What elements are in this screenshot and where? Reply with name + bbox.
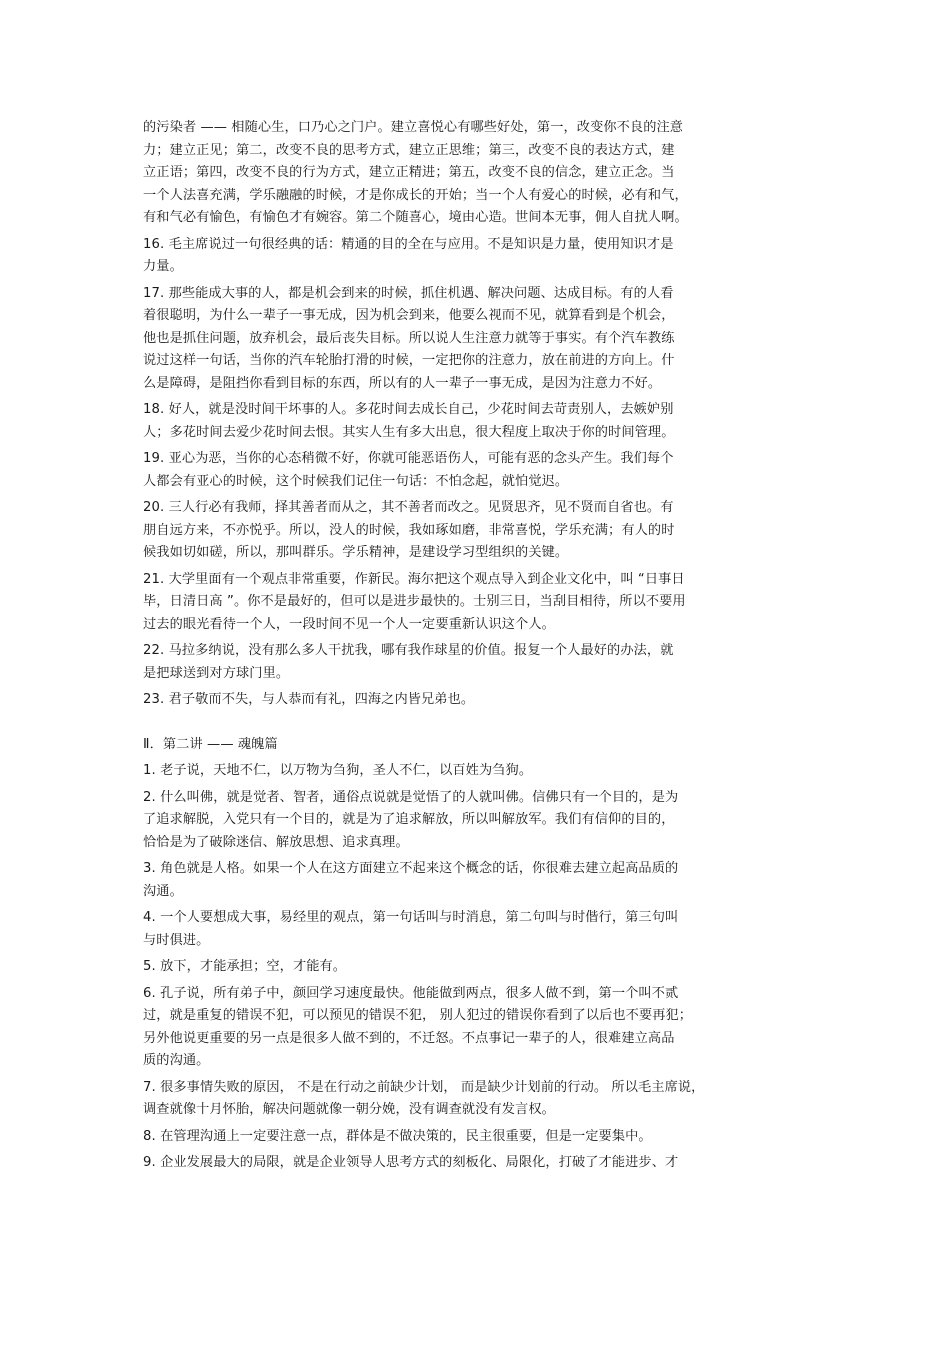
paragraph-line: 了追求解脱，入党只有一个目的，就是为了追求解放，所以叫解放军。我们有信仰的目的，	[143, 812, 675, 827]
paragraph-line: 是把球送到对方球门里。	[143, 665, 290, 681]
paragraph-line: 一个人法喜充满，学乐融融的时候，才是你成长的开始；当一个人有爱心的时候，必有和气，	[143, 187, 688, 203]
paragraph-line: 21. 大学里面有一个观点非常重要，作新民。海尔把这个观点导入到企业文化中，叫 “日事日	[143, 571, 685, 587]
numbered-paragraph	[143, 399, 813, 444]
numbered-paragraph	[143, 283, 813, 396]
numbered-paragraph	[143, 760, 813, 783]
section-heading: Ⅱ．第二讲 —— 魂魄篇	[143, 736, 278, 752]
paragraph-line: 16. 毛主席说过一句很经典的话：精通的目的全在与应用。不是知识是力量，使用知识才是	[143, 236, 674, 252]
paragraph-line: 力；建立正见；第二，改变不良的思考方式，建立正思维；第三，改变不良的表达方式，建	[143, 142, 675, 158]
paragraph-line: 6. 孔子说，所有弟子中，颜回学习速度最快。他能做到两点，很多人做不到，第一个叫不贰	[143, 985, 679, 1001]
paragraph-line: 过，就是重复的错误不犯，可以预见的错误不犯， 别人犯过的错误你看到了以后也不要再犯；	[143, 1008, 693, 1023]
paragraph-line: 3. 角色就是人格。如果一个人在这方面建立不起来这个概念的话，你很难去建立起高品质的	[143, 861, 679, 876]
paragraph-line: 调查就像十月怀胎，解决问题就像一朝分娩，没有调查就没有发言权。	[143, 1102, 555, 1117]
paragraph-line: 18. 好人，就是没时间干坏事的人。多花时间去成长自己，少花时间去苛责别人，去嫉妒别	[143, 402, 674, 417]
numbered-paragraph	[143, 689, 813, 712]
numbered-paragraph	[143, 858, 813, 903]
paragraph-line: 4. 一个人要想成大事，易经里的观点，第一句话叫与时消息，第二句叫与时偕行，第三句叫	[143, 910, 679, 925]
numbered-paragraph	[143, 234, 813, 279]
paragraph-line: 有和气必有愉色，有愉色才有婉容。第二个随喜心，境由心造。世间本无事，佣人自扰人啊。	[143, 210, 688, 225]
lecture-one-notes	[143, 117, 813, 712]
paragraph-line: 朋自远方来，不亦悦乎。所以，没人的时候，我如琢如磨，非常喜悦，学乐充满；有人的时	[143, 522, 675, 538]
paragraph-line: 说过这样一句话，当你的汽车轮胎打滑的时候，一定把你的注意力，放在前进的方向上。什	[143, 353, 675, 368]
paragraph-line: 2. 什么叫佛，就是觉者、智者，通俗点说就是觉悟了的人就叫佛。信佛只有一个目的，是为	[143, 789, 679, 805]
paragraph-line: 立正语；第四，改变不良的行为方式，建立正精进；第五，改变不良的信念，建立正念。当	[143, 165, 675, 180]
numbered-paragraph	[143, 787, 813, 855]
paragraph-line: 19. 亚心为恶，当你的心态稍微不好，你就可能恶语伤人，可能有恶的念头产生。我们每个	[143, 451, 674, 466]
paragraph-line: 22. 马拉多纳说，没有那么多人干扰我，哪有我作球星的价值。报复一个人最好的办法，就	[143, 643, 674, 658]
numbered-paragraph	[143, 448, 813, 493]
numbered-paragraph	[143, 117, 813, 230]
numbered-paragraph	[143, 1126, 813, 1149]
numbered-paragraph	[143, 569, 813, 637]
numbered-paragraph	[143, 907, 813, 952]
paragraph-line: 23. 君子敬而不失，与人恭而有礼，四海之内皆兄弟也。	[143, 692, 475, 707]
numbered-paragraph	[143, 983, 813, 1073]
paragraph-line: 他也是抓住问题，放弃机会，最后丧失目标。所以说人生注意力就等于事实。有个汽车教练	[143, 330, 675, 346]
numbered-paragraph	[143, 1077, 813, 1122]
paragraph-line: 着很聪明，为什么一辈子一事无成，因为机会到来，他要么视而不见，就算看到是个机会，	[143, 308, 675, 323]
paragraph-line: 过去的眼光看待一个人，一段时间不见一个人一定要重新认识这个人。	[143, 616, 555, 632]
numbered-paragraph	[143, 956, 813, 979]
paragraph-line: 的污染者 —— 相随心生，口乃心之门户。建立喜悦心有哪些好处，第一，改变你不良的注意	[143, 120, 684, 135]
paragraph-line: 候我如切如磋，所以，那叫群乐。学乐精神，是建设学习型组织的关键。	[143, 545, 569, 560]
paragraph-line: 沟通。	[143, 883, 183, 899]
numbered-paragraph	[143, 1152, 813, 1175]
paragraph-line: 5. 放下，才能承担；空，才能有。	[143, 959, 347, 974]
lecture-two-notes	[143, 760, 813, 1175]
paragraph-line: 人都会有亚心的时候，这个时候我们记住一句话：不怕念起，就怕觉迟。	[143, 473, 569, 489]
paragraph-line: 质的沟通。	[143, 1053, 210, 1068]
numbered-paragraph	[143, 640, 813, 685]
numbered-paragraph	[143, 497, 813, 565]
paragraph-line: 与时俱进。	[143, 932, 210, 948]
paragraph-line: 20. 三人行必有我师，择其善者而从之，其不善者而改之。见贤思齐，见不贤而自省也。有	[143, 500, 674, 515]
document-body	[143, 117, 813, 1179]
paragraph-line: 毕，日清日高 ”。你不是最好的，但可以是进步最快的。士别三日，当刮目相待，所以不要用	[143, 594, 686, 609]
paragraph-line: 1. 老子说，天地不仁，以万物为刍狗，圣人不仁，以百姓为刍狗。	[143, 763, 533, 778]
paragraph-line: 8. 在管理沟通上一定要注意一点，群体是不做决策的，民主很重要，但是一定要集中。	[143, 1128, 652, 1144]
paragraph-line: 么是障碍，是阻挡你看到目标的东西，所以有的人一辈子一事无成，是因为注意力不好。	[143, 375, 662, 391]
paragraph-line: 人；多花时间去爱少花时间去恨。其实人生有多大出息，很大程度上取决于你的时间管理。	[143, 424, 675, 440]
paragraph-line: 恰恰是为了破除迷信、解放思想、追求真理。	[143, 834, 409, 850]
paragraph-line: 17. 那些能成大事的人，都是机会到来的时候，抓住机遇、解决问题、达成目标。有的人看	[143, 285, 674, 301]
paragraph-line: 7. 很多事情失败的原因， 不是在行动之前缺少计划， 而是缺少计划前的行动。 所以毛主席说，	[143, 1079, 705, 1095]
paragraph-line: 另外他说更重要的另一点是很多人做不到的，不迁怒。不点事记一辈子的人，很难建立高品	[143, 1030, 675, 1046]
paragraph-line: 9. 企业发展最大的局限，就是企业领导人思考方式的刻板化、局限化，打破了才能进步、才	[143, 1155, 679, 1170]
paragraph-line: 力量。	[143, 259, 183, 274]
